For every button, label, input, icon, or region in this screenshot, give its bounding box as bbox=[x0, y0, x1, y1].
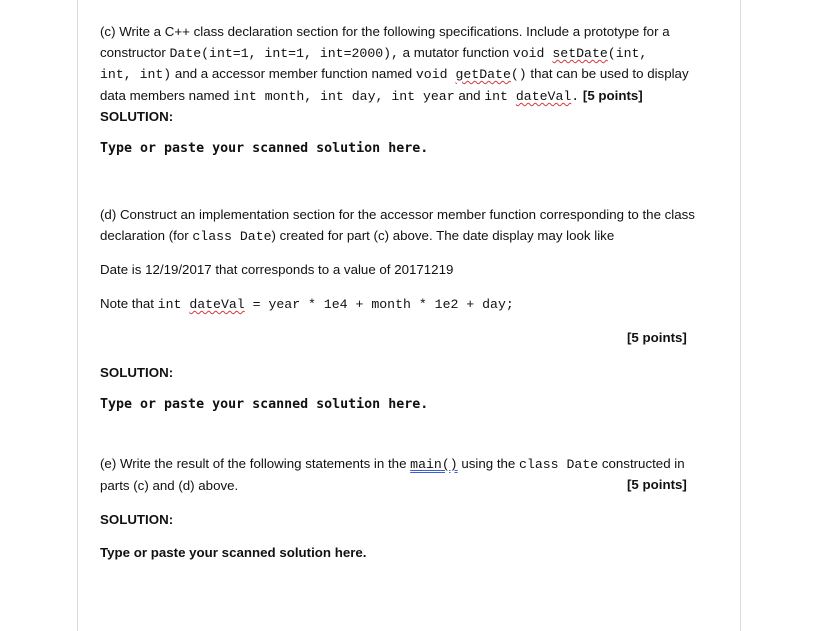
text: that can be used to display bbox=[526, 66, 689, 81]
class-date-code: class Date bbox=[192, 229, 272, 244]
constructor-code: Date(int=1, int=1, int=2000), bbox=[169, 46, 399, 61]
page-margin-right bbox=[740, 0, 741, 631]
part-d-solution-text[interactable]: Type or paste your scanned solution here. bbox=[100, 397, 429, 412]
text: and a accessor member function named bbox=[171, 66, 416, 81]
text: and bbox=[454, 88, 485, 103]
text: constructed in bbox=[598, 456, 685, 471]
part-d-example bbox=[100, 261, 453, 279]
part-c-line-3 bbox=[100, 65, 689, 84]
text: (d) Construct an implementation section for the accessor member function corresponding to the class bbox=[100, 207, 695, 222]
part-e-line-2 bbox=[100, 477, 238, 495]
text: a mutator function bbox=[398, 45, 513, 60]
part-d-note bbox=[100, 295, 514, 314]
getdate-code: getDate bbox=[455, 67, 511, 82]
text: parts (c) and (d) above. bbox=[100, 478, 239, 493]
code: int, int) bbox=[100, 67, 172, 82]
code: int bbox=[157, 297, 190, 312]
code: () bbox=[510, 67, 527, 82]
part-c-solution-label: SOLUTION: bbox=[100, 109, 174, 124]
code: int month, int day, int year bbox=[233, 89, 455, 104]
code: void bbox=[415, 67, 456, 82]
part-c-points: [5 points] bbox=[582, 88, 643, 103]
part-e-solution-text[interactable]: Type or paste your scanned solution here. bbox=[100, 545, 367, 560]
part-d-line-1 bbox=[100, 206, 695, 224]
page-margin-left bbox=[77, 0, 78, 631]
part-e-points: [5 points] bbox=[627, 477, 687, 492]
part-d-points: [5 points] bbox=[627, 330, 687, 345]
part-e-solution-label: SOLUTION: bbox=[100, 512, 174, 527]
text: Date is 12/19/2017 that corresponds to a value of 20171219 bbox=[100, 262, 454, 277]
part-e-line-1 bbox=[100, 455, 685, 474]
text: ) created for part (c) above. The date display may look like bbox=[271, 228, 615, 243]
code: . bbox=[571, 89, 580, 104]
part-d-line-2 bbox=[100, 227, 614, 246]
text: constructor bbox=[100, 45, 170, 60]
class-date-code: class Date bbox=[519, 457, 599, 472]
code: void bbox=[512, 46, 553, 61]
dateval-code: dateVal bbox=[515, 89, 572, 104]
part-c-line-2 bbox=[100, 44, 647, 63]
text: declaration (for bbox=[100, 228, 193, 243]
text: data members named bbox=[100, 88, 234, 103]
code: int bbox=[484, 89, 516, 104]
main-code: main() bbox=[410, 457, 458, 472]
part-d-solution-label: SOLUTION: bbox=[100, 365, 174, 380]
text: using the bbox=[457, 456, 520, 471]
text: (e) Write the result of the following statements in the bbox=[100, 456, 411, 471]
setdate-code: setDate bbox=[552, 46, 608, 61]
part-c-solution-text[interactable]: Type or paste your scanned solution here. bbox=[100, 141, 429, 156]
formula-code: = year * 1e4 + month * 1e2 + day; bbox=[244, 297, 514, 312]
part-c-text: (c) Write a C++ class declaration section for the following specifications. Include a prototype for a bbox=[100, 24, 670, 39]
text: Note that bbox=[100, 296, 158, 311]
part-c-line-1 bbox=[100, 23, 670, 41]
dateval-code: dateVal bbox=[189, 297, 245, 312]
part-c-line-4 bbox=[100, 87, 643, 106]
code: (int, bbox=[607, 46, 648, 61]
